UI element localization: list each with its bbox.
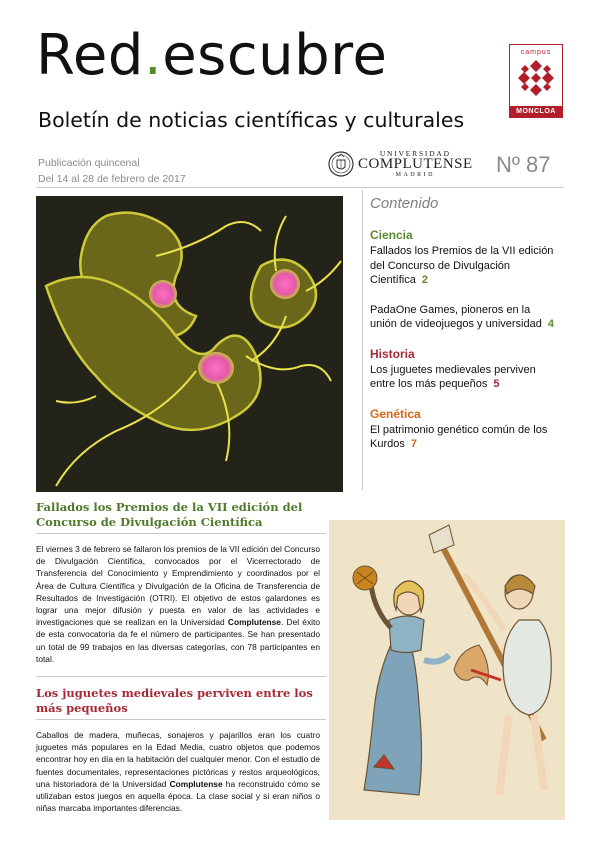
toc-section-heading: Genética <box>370 406 421 421</box>
bulletin-subtitle: Boletín de noticias científicas y culturales <box>38 108 465 132</box>
ucm-line1: UNIVERSIDAD <box>379 148 451 158</box>
toc-section-historia <box>370 347 560 392</box>
toc-page-number: 4 <box>547 318 554 330</box>
publication-info <box>38 155 186 187</box>
publication-frequency: Publicación quincenal <box>38 157 140 169</box>
toc-page-number: 2 <box>421 274 428 286</box>
toc-entry[interactable]: PadaOne Games, pioneros en la unión de videojuegos y universidad 4 <box>370 303 554 330</box>
ucm-line3: MADRID <box>395 172 436 179</box>
campus-moncloa-logo <box>509 44 563 118</box>
cover-image-fluorescent-cells <box>36 196 343 492</box>
toc-entry[interactable]: Los juguetes medievales perviven entre los más pequeños 5 <box>370 363 536 390</box>
article-title-premios[interactable]: Fallados los Premios de la VII edición del Concurso de Divulgación Científica <box>36 500 303 529</box>
issue-number: Nº 87 <box>496 152 551 177</box>
ucm-logo <box>328 147 473 181</box>
article-title-divider <box>36 533 326 534</box>
ucm-line2: COMPLUTENSE <box>358 156 473 173</box>
medieval-illustration <box>329 520 565 820</box>
toc-section-genetica <box>370 407 560 452</box>
article-title-juguetes[interactable]: Los juguetes medievales perviven entre los más pequeños <box>36 686 313 715</box>
toc-page-number: 5 <box>493 378 500 390</box>
brand-dot: . <box>143 23 163 88</box>
toc-entry[interactable]: Fallados los Premios de la VII edición del Concurso de Divulgación Científica 2 <box>370 245 554 286</box>
campus-logo-bottom: MONCLOA <box>510 106 562 117</box>
contents-divider <box>362 190 363 490</box>
article-separator <box>36 676 326 677</box>
toc-entry[interactable]: El patrimonio genético común de los Kurdos 7 <box>370 423 548 450</box>
table-of-contents <box>370 195 560 467</box>
article-body-premios: El viernes 3 de febrero se fallaron los premios de la VII edición del Concurso de Divulgación Científica, convocados por el Vicerrectorado de Transferencia del Conocimiento y Emprendimiento y coordinados por el Área de Cultura Científica y Divulgación de la Oficina de Transferencia de Resultados de Investigación (OTRI). El objetivo de estos galardones es lograr una mejor difusión y puesta en valor de las actividades e investigaciones que se realizan en la Universidad Complutense. Del éxito de esta convocatoria da fe el número de participantes. Se han presentado un total de 99 trabajos en las diversas categorías, con 78 participantes en total. <box>36 544 320 664</box>
article-body-juguetes: Caballos de madera, muñecas, sonajeros y pajarillos eran los cuatro juguetes más populares en la Edad Media, cuatro objetos que podemos encontrar hoy en día en la habitación del cualquier menor. Con el estudio de fuentes documentales, representaciones pictóricas y restos arqueológicos, una historiadora de la Universidad Complutense ha reconstruido cómo se utilizaban estos juegos en aquella época. La clase social y si eran niños o niñas marcaba importantes diferencias. <box>36 730 320 814</box>
article-title-divider <box>36 719 326 720</box>
contents-title: Contenido <box>370 195 439 212</box>
fluorescent-cells-graphic <box>36 196 343 492</box>
campus-emblem-icon <box>516 58 556 98</box>
ucm-crest-icon <box>328 149 354 179</box>
toc-page-number: 7 <box>410 438 417 450</box>
header-divider <box>36 187 564 188</box>
publication-date-range: Del 14 al 28 de febrero de 2017 <box>38 173 186 185</box>
toc-section-heading: Ciencia <box>370 228 413 242</box>
campus-logo-top: campus <box>520 49 552 56</box>
toc-section-ciencia <box>370 228 560 332</box>
medieval-children-graphic <box>329 520 565 820</box>
toc-section-heading: Historia <box>370 346 415 361</box>
bulletin-title: Red.escubre <box>36 23 388 88</box>
